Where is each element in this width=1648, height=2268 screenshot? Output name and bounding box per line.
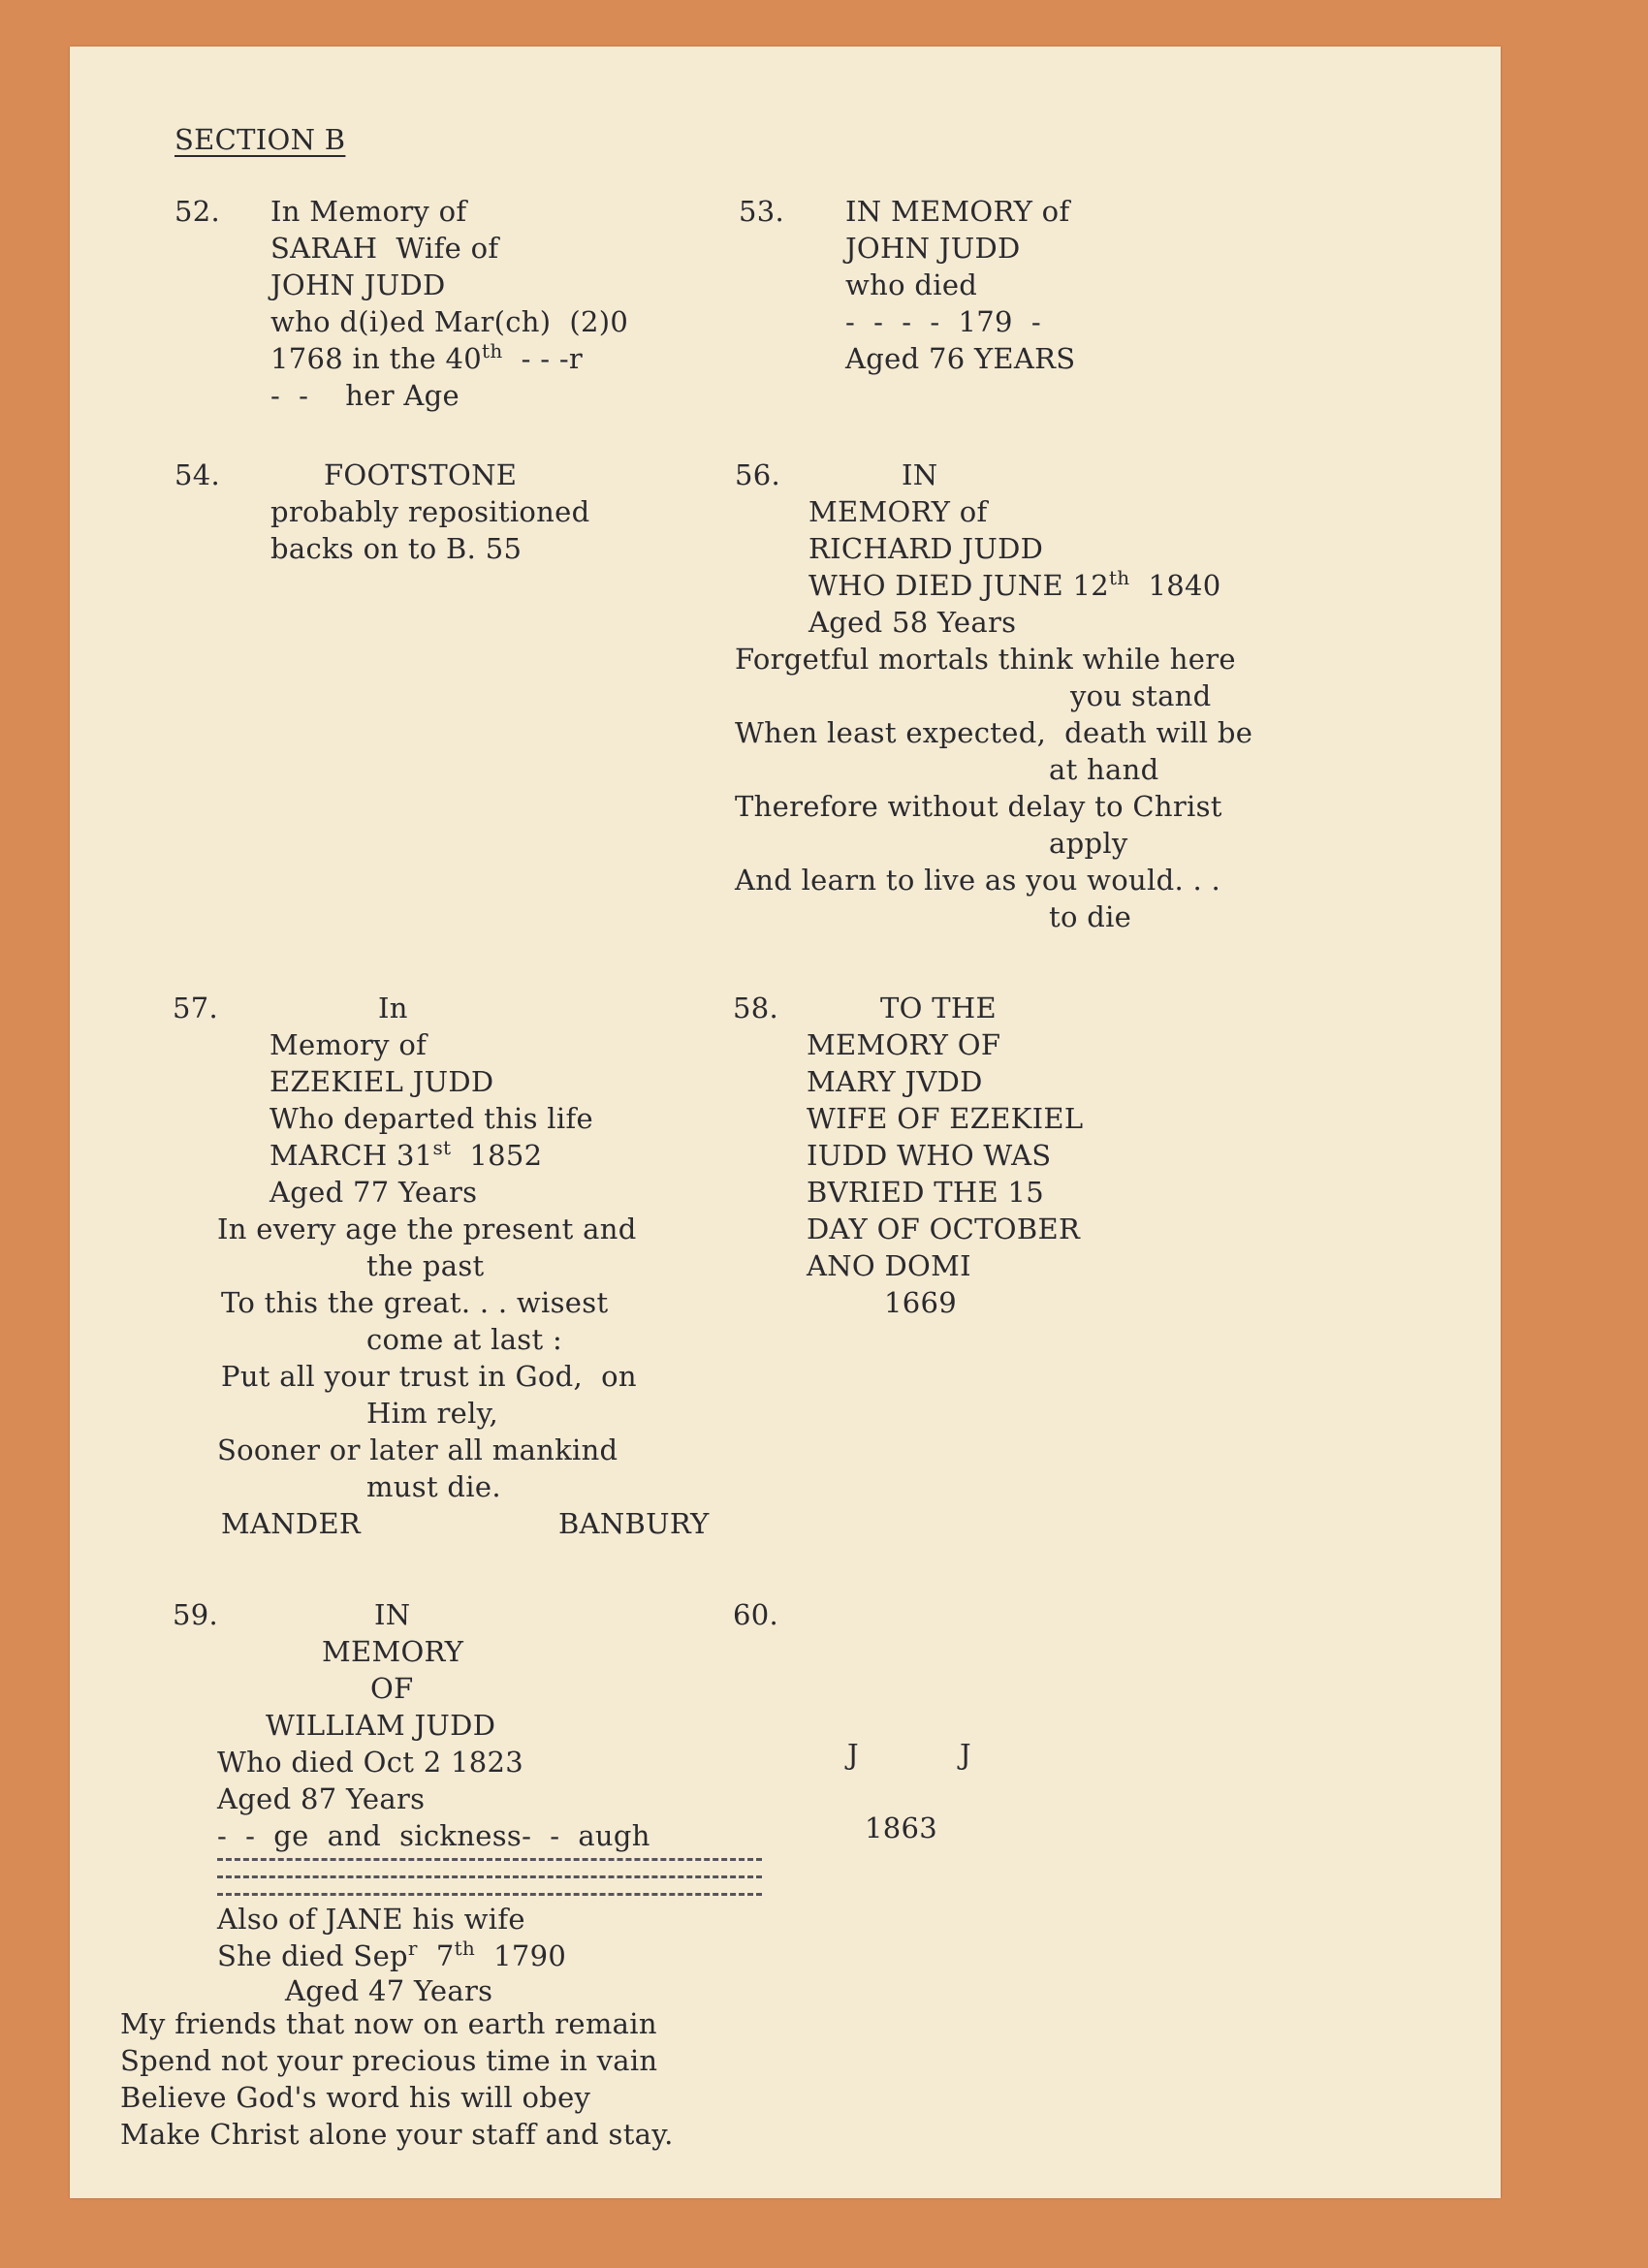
entry-54-line: backs on to B. 55 xyxy=(270,532,523,565)
entry-59-line: She died Sep$^r$ 7th 1790 xyxy=(217,1937,567,1972)
entry-60-number: 60. xyxy=(733,1598,779,1631)
entry-59-verse-line: Make Christ alone your staff and stay. xyxy=(120,2118,674,2151)
entry-56-line: When least expected, death will be xyxy=(735,716,1253,749)
entry-52-line: who d(i)ed Mar(ch) (2)0 xyxy=(270,305,629,338)
illegible-line-dashes xyxy=(217,1893,762,1896)
entry-60-initial: J xyxy=(847,1738,859,1771)
entry-57-number: 57. xyxy=(173,992,219,1024)
entry-57-line: must die. xyxy=(366,1470,501,1503)
entry-59-line: Who died Oct 2 1823 xyxy=(217,1746,524,1779)
entry-59-line: Aged 47 Years xyxy=(285,1974,493,2007)
entry-53-number: 53. xyxy=(739,195,785,228)
entry-57-line: the past xyxy=(366,1249,485,1282)
entry-57-line: Put all your trust in God, on xyxy=(221,1360,637,1393)
entry-53-line: who died xyxy=(845,268,978,301)
entry-58-line: TO THE xyxy=(880,992,997,1024)
entry-56-line: IN xyxy=(902,458,938,491)
entry-56-line: apply xyxy=(1049,827,1128,860)
entry-58-line: BVRIED THE 15 xyxy=(807,1176,1045,1209)
entry-56-line: Therefore without delay to Christ xyxy=(735,790,1222,823)
entry-58-line: DAY OF OCTOBER xyxy=(807,1213,1081,1245)
entry-57-line: In every age the present and xyxy=(217,1213,637,1245)
entry-57-place: BANBURY xyxy=(558,1507,710,1540)
entry-58-line: MARY JVDD xyxy=(807,1065,983,1098)
entry-59-verse-line: Spend not your precious time in vain xyxy=(120,2044,658,2077)
entry-60-initial: J xyxy=(960,1738,971,1771)
entry-57-line: Sooner or later all mankind xyxy=(217,1433,618,1466)
illegible-line-dashes xyxy=(217,1875,762,1878)
entry-59-number: 59. xyxy=(173,1598,219,1631)
entry-56-number: 56. xyxy=(735,458,781,491)
entry-53-line: - - - - 179 - xyxy=(845,305,1041,338)
illegible-line-dashes xyxy=(217,1858,762,1861)
entry-57-line: Aged 77 Years xyxy=(269,1176,478,1209)
entry-59-verse-line: My friends that now on earth remain xyxy=(120,2007,657,2040)
entry-56-line: Forgetful mortals think while here xyxy=(735,643,1236,676)
entry-57-line: Who departed this life xyxy=(269,1102,593,1135)
entry-56-line: MEMORY of xyxy=(808,495,988,528)
entry-58-line: MEMORY OF xyxy=(807,1028,1001,1061)
entry-52-number: 52. xyxy=(174,195,221,228)
section-title: SECTION B xyxy=(174,123,346,156)
entry-59-line: OF xyxy=(370,1672,414,1705)
entry-54-line: probably repositioned xyxy=(270,495,590,528)
document-page xyxy=(70,47,1501,2198)
entry-54-number: 54. xyxy=(174,458,221,491)
entry-53-line: JOHN JUDD xyxy=(845,232,1021,265)
entry-59-line: Aged 87 Years xyxy=(217,1782,426,1815)
entry-57-line: come at last : xyxy=(366,1323,563,1356)
entry-59-line: Also of JANE his wife xyxy=(217,1903,525,1936)
entry-52-line: SARAH Wife of xyxy=(270,232,499,265)
entry-59-line: MEMORY xyxy=(322,1635,464,1668)
entry-58-line: WIFE OF EZEKIEL xyxy=(807,1102,1084,1135)
entry-52-line: In Memory of xyxy=(270,195,467,228)
entry-54-line: FOOTSTONE xyxy=(324,458,518,491)
entry-57-line: Memory of xyxy=(269,1028,428,1061)
entry-59-line: IN xyxy=(374,1598,411,1631)
entry-58-number: 58. xyxy=(733,992,779,1024)
entry-59-verse-line: Believe God's word his will obey xyxy=(120,2081,591,2114)
entry-56-line: to die xyxy=(1049,900,1132,933)
entry-56-line: at hand xyxy=(1049,753,1159,786)
entry-52-line: 1768 in the 40th - - -r xyxy=(270,339,584,375)
entry-58-line: IUDD WHO WAS xyxy=(807,1139,1052,1172)
entry-56-line: RICHARD JUDD xyxy=(808,532,1044,565)
entry-58-line: ANO DOMI xyxy=(807,1249,971,1282)
entry-60-year: 1863 xyxy=(865,1811,938,1844)
entry-59-line: - - ge and sickness- - augh xyxy=(217,1819,650,1852)
entry-57-maker: MANDER xyxy=(221,1507,362,1540)
entry-57-line: Him rely, xyxy=(366,1397,499,1430)
entry-56-line: And learn to live as you would. . . xyxy=(735,864,1221,897)
entry-53-line: IN MEMORY of xyxy=(845,195,1070,228)
entry-56-line: Aged 58 Years xyxy=(808,606,1017,639)
entry-58-line: 1669 xyxy=(884,1286,958,1319)
entry-59-line: WILLIAM JUDD xyxy=(266,1709,496,1742)
entry-52-line: - - her Age xyxy=(270,379,460,412)
entry-56-line: WHO DIED JUNE 12th 1840 xyxy=(808,566,1221,602)
entry-56-line: you stand xyxy=(1070,679,1212,712)
entry-57-line: In xyxy=(378,992,408,1024)
entry-57-line: EZEKIEL JUDD xyxy=(269,1065,494,1098)
entry-53-line: Aged 76 YEARS xyxy=(845,342,1076,375)
entry-57-line: To this the great. . . wisest xyxy=(221,1286,609,1319)
entry-52-line: JOHN JUDD xyxy=(270,268,446,301)
entry-57-line: MARCH 31st 1852 xyxy=(269,1136,543,1172)
